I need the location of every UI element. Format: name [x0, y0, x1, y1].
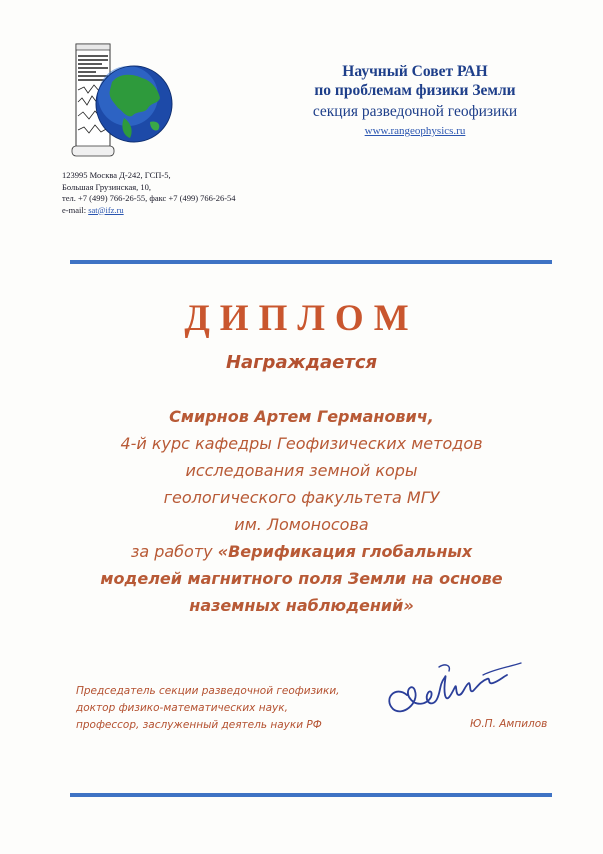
award-text — [40, 403, 563, 619]
logo-globe-icon — [68, 38, 173, 163]
signatory-role — [76, 683, 340, 734]
email-link[interactable]: sat@ifz.ru — [88, 204, 124, 215]
signatory-name: Ю.П. Ампилов — [470, 718, 548, 730]
role-line3: профессор, заслуженный деятель науки РФ — [76, 719, 322, 731]
diploma-title: ДИПЛОМ — [184, 298, 419, 339]
org-name-line2: по проблемам физики Земли — [314, 82, 516, 99]
work-title-part2: моделей магнитного поля Земли на основе — [100, 569, 503, 588]
department-line3: им. Ломоносова — [234, 515, 369, 534]
organization-header — [270, 62, 560, 137]
role-line2: доктор физико-математических наук, — [76, 702, 288, 714]
course-line: 4-й курс кафедры Геофизических методов — [120, 434, 483, 453]
role-line1: Председатель секции разведочной геофизики, — [76, 685, 340, 697]
work-title-part1: «Верификация глобальных — [217, 542, 473, 561]
phone-fax: тел. +7 (499) 766-26-55, факс +7 (499) 766-26-54 — [62, 193, 236, 203]
address-line1: 123995 Москва Д-242, ГСП-5, — [62, 170, 171, 180]
work-line1 — [40, 538, 563, 565]
email-line — [62, 205, 236, 217]
handwritten-signature-icon — [375, 655, 530, 725]
department-line2: геологического факультета МГУ — [163, 488, 440, 507]
work-prefix: за работу — [130, 542, 218, 561]
awarded-heading: Награждается — [225, 352, 378, 373]
org-name-line1: Научный Совет РАН — [342, 63, 488, 80]
postal-address — [62, 170, 236, 216]
recipient-name: Смирнов Артем Германович, — [169, 407, 434, 426]
work-title-part3: наземных наблюдений» — [189, 596, 414, 615]
top-divider — [70, 260, 552, 264]
address-line2: Большая Грузинская, 10, — [62, 181, 152, 192]
email-label: e-mail: — [62, 204, 89, 215]
org-section: секция разведочной геофизики — [312, 103, 518, 120]
website-link[interactable]: www.rangeophysics.ru — [364, 125, 466, 137]
bottom-divider — [70, 793, 552, 797]
department-line1: исследования земной коры — [185, 461, 418, 480]
